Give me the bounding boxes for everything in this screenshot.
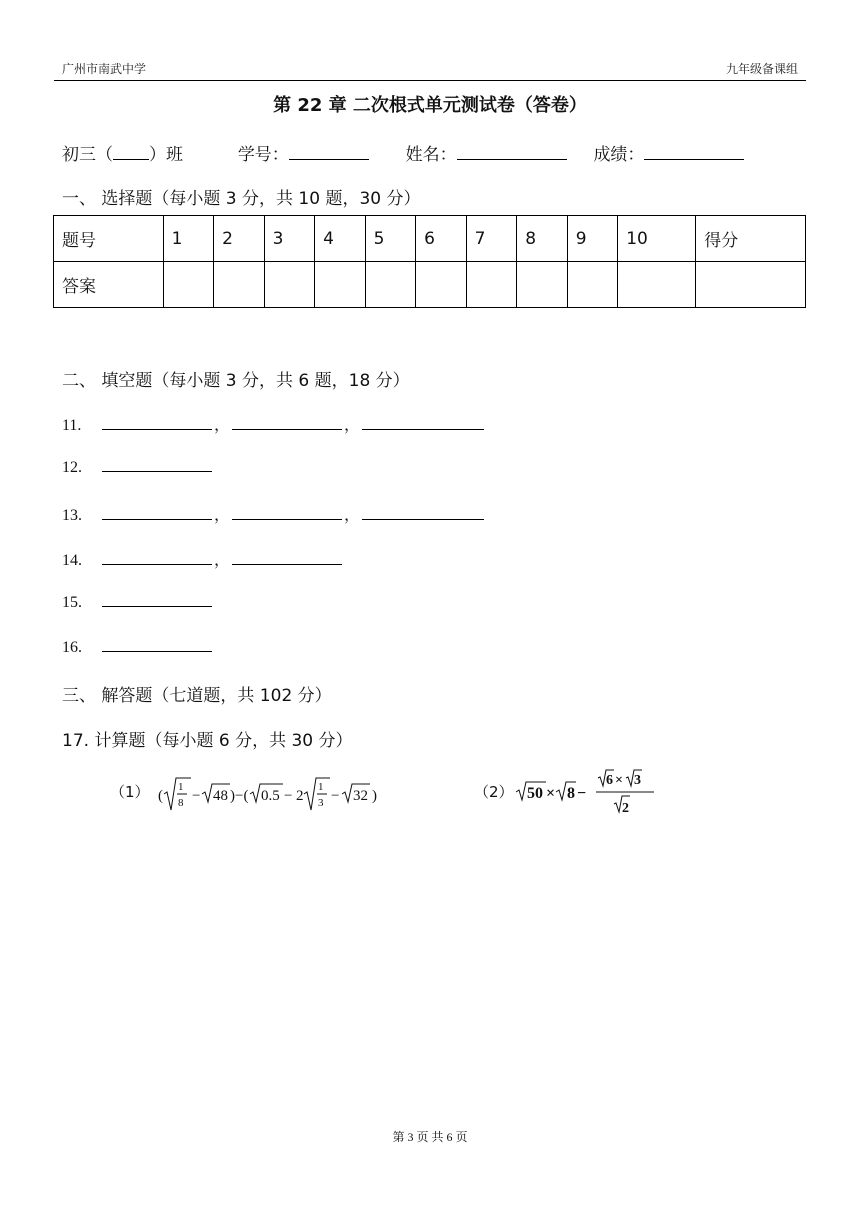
name-label: 姓名： bbox=[405, 145, 457, 165]
section-fill-heading: 二、 填空题（每小题 3 分，共 6 题，18 分） bbox=[62, 371, 410, 391]
comma-separator: ， bbox=[213, 507, 230, 524]
frac-num: 1 bbox=[318, 781, 324, 793]
answer-cell[interactable] bbox=[416, 262, 467, 308]
radicand: 2 bbox=[622, 801, 629, 816]
page-title: 第 22 章 二次根式单元测试卷（答卷） bbox=[273, 95, 587, 116]
svg-text:−: − bbox=[331, 788, 340, 804]
table-cell: 1 bbox=[163, 216, 214, 262]
answer-blank[interactable] bbox=[232, 415, 342, 430]
svg-text:)−(: )−( bbox=[230, 788, 249, 804]
page-footer: 第 3 页 共 6 页 bbox=[392, 1130, 468, 1144]
svg-text:×: × bbox=[546, 785, 556, 802]
table-cell: 3 bbox=[264, 216, 315, 262]
fill-item bbox=[62, 502, 484, 525]
answer-blank[interactable] bbox=[232, 550, 342, 565]
name-blank bbox=[457, 143, 567, 160]
answer-cell[interactable] bbox=[315, 262, 366, 308]
radicand: 32 bbox=[353, 788, 368, 804]
answer-blank[interactable] bbox=[232, 505, 342, 520]
answer-table bbox=[53, 215, 806, 308]
header-divider bbox=[54, 80, 806, 81]
frac-num: 1 bbox=[178, 781, 184, 793]
comma-separator: ， bbox=[343, 417, 360, 434]
answer-cell[interactable] bbox=[567, 262, 618, 308]
radicand: 50 bbox=[527, 785, 543, 802]
comma-separator: ， bbox=[343, 507, 360, 524]
answer-cell[interactable] bbox=[264, 262, 315, 308]
frac-den: 3 bbox=[318, 797, 324, 809]
table-cell: 答案 bbox=[54, 262, 164, 308]
table-cell: 2 bbox=[214, 216, 265, 262]
radicand: 48 bbox=[213, 788, 228, 804]
svg-text:×: × bbox=[615, 773, 623, 788]
answer-blank[interactable] bbox=[102, 505, 212, 520]
fill-item bbox=[62, 592, 212, 612]
answer-blank[interactable] bbox=[102, 457, 212, 472]
comma-separator: ， bbox=[213, 417, 230, 434]
radicand: 0.5 bbox=[261, 788, 280, 804]
svg-text:−: − bbox=[577, 785, 587, 802]
class-suffix: ）班 bbox=[149, 145, 183, 165]
answer-blank[interactable] bbox=[102, 592, 212, 607]
sub2-expression bbox=[514, 766, 674, 822]
fill-item bbox=[62, 547, 342, 570]
table-cell: 4 bbox=[315, 216, 366, 262]
fill-item bbox=[62, 637, 212, 657]
table-cell: 得分 bbox=[696, 216, 806, 262]
sub1-label: （1） bbox=[110, 783, 150, 801]
table-cell: 9 bbox=[567, 216, 618, 262]
table-cell: 8 bbox=[517, 216, 568, 262]
fill-item bbox=[62, 412, 484, 435]
answer-blank[interactable] bbox=[102, 415, 212, 430]
score-blank bbox=[644, 143, 744, 160]
header-school: 广州市南武中学 bbox=[62, 62, 147, 76]
svg-text:): ) bbox=[372, 788, 377, 804]
fill-item-number: 14. bbox=[62, 552, 82, 569]
table-cell: 5 bbox=[365, 216, 416, 262]
table-cell: 6 bbox=[416, 216, 467, 262]
table-cell: 7 bbox=[466, 216, 517, 262]
table-row bbox=[54, 216, 806, 262]
fill-item-number: 12. bbox=[62, 459, 82, 476]
class-blank bbox=[113, 143, 149, 160]
section-solve-heading: 三、 解答题（七道题，共 102 分） bbox=[62, 686, 332, 706]
answer-cell[interactable] bbox=[163, 262, 214, 308]
svg-text:−: − bbox=[192, 788, 201, 804]
section-choice-heading: 一、 选择题（每小题 3 分，共 10 题，30 分） bbox=[62, 189, 421, 209]
frac-den: 8 bbox=[178, 797, 184, 809]
answer-cell[interactable] bbox=[696, 262, 806, 308]
paren: ( bbox=[158, 788, 163, 804]
class-prefix: 初三（ bbox=[62, 145, 113, 165]
fill-item bbox=[62, 457, 212, 477]
answer-blank[interactable] bbox=[102, 550, 212, 565]
answer-cell[interactable] bbox=[214, 262, 265, 308]
answer-blank[interactable] bbox=[362, 505, 484, 520]
table-row bbox=[54, 262, 806, 308]
radicand: 3 bbox=[634, 773, 641, 788]
radicand: 6 bbox=[606, 773, 613, 788]
student-info-row bbox=[62, 140, 744, 165]
table-cell: 10 bbox=[618, 216, 696, 262]
score-label: 成绩： bbox=[593, 145, 645, 165]
fill-item-number: 13. bbox=[62, 507, 82, 524]
answer-blank[interactable] bbox=[102, 637, 212, 652]
table-cell: 题号 bbox=[54, 216, 164, 262]
svg-text:−: − bbox=[284, 788, 293, 804]
fill-item-number: 16. bbox=[62, 639, 82, 656]
answer-cell[interactable] bbox=[466, 262, 517, 308]
coefficient: 2 bbox=[296, 788, 304, 804]
student-no-blank bbox=[289, 143, 369, 160]
sub1-expression bbox=[158, 770, 398, 820]
question-17-heading: 17. 计算题（每小题 6 分，共 30 分） bbox=[62, 731, 353, 751]
answer-blank[interactable] bbox=[362, 415, 484, 430]
fill-item-number: 15. bbox=[62, 594, 82, 611]
comma-separator: ， bbox=[213, 552, 230, 569]
sub2-label: （2） bbox=[474, 783, 514, 801]
fill-item-number: 11. bbox=[62, 417, 82, 434]
radicand: 8 bbox=[567, 785, 575, 802]
answer-cell[interactable] bbox=[517, 262, 568, 308]
answer-cell[interactable] bbox=[618, 262, 696, 308]
answer-cell[interactable] bbox=[365, 262, 416, 308]
student-no-label: 学号： bbox=[237, 145, 289, 165]
header-group: 九年级备课组 bbox=[725, 62, 798, 76]
